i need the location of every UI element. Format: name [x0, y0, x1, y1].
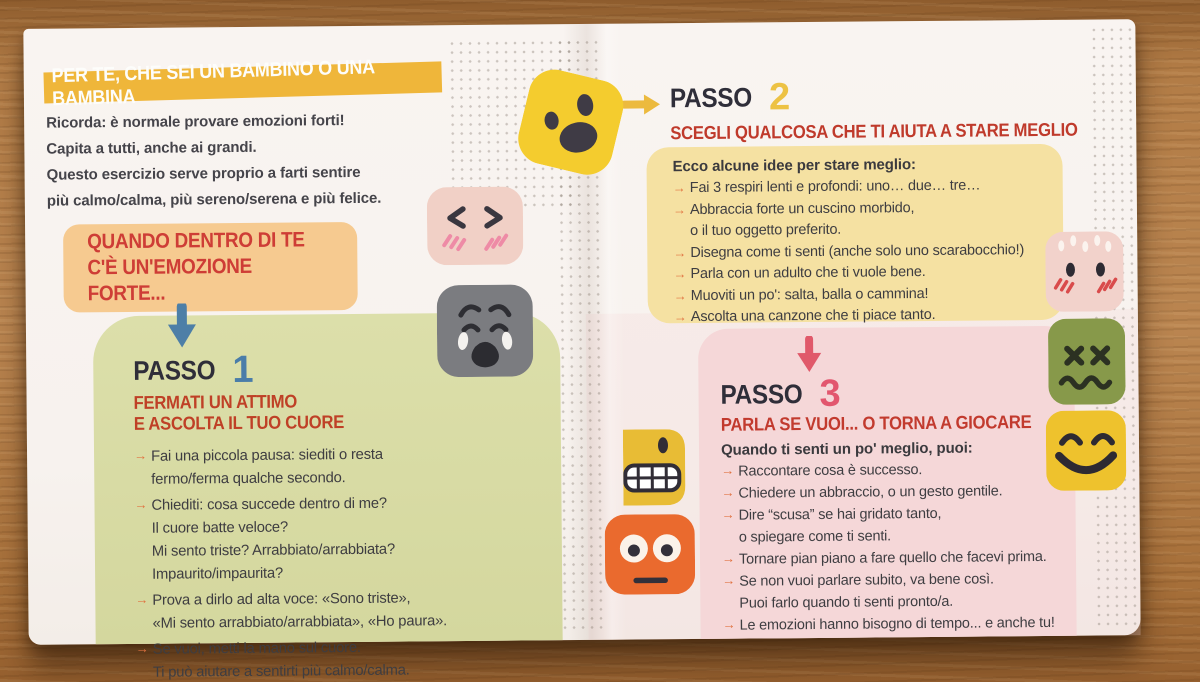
step1-list [134, 442, 539, 682]
list-item: → Dire “scusa” se hai gridato tanto, o spiegare come ti senti. [722, 502, 1068, 549]
crying-face-icon [437, 284, 534, 382]
bullet-arrow-icon: → [721, 550, 736, 566]
smiling-face-icon [1046, 410, 1127, 496]
list-item: → Tornare pian piano a fare quello che facevi prima. [722, 546, 1068, 571]
list-item: → Fai una piccola pausa: siediti o resta fermo/ferma qualche secondo. [134, 442, 537, 492]
intro-paragraph: Ricorda: è normale provare emozioni forti! Capita a tutti, anche ai grandi. Questo esercizio serve proprio a farti sentire più calmo/calma, più sereno/serena e più felice. [46, 112, 382, 210]
shocked-face-icon [605, 514, 696, 600]
step3-number: 3 [819, 372, 841, 415]
step2-number: 2 [768, 76, 791, 119]
step1-number: 1 [232, 348, 254, 392]
step1-label: PASSO [133, 355, 216, 386]
step2-panel [646, 144, 1064, 324]
step2-heading [622, 76, 791, 119]
page-title: PER TE, CHE SEI UN BAMBINO O UNA BAMBINA [51, 55, 375, 110]
list-item: → Ascolta una canzone che ti piace tanto. [674, 304, 1052, 329]
embarrassed-face-icon [427, 187, 524, 271]
bullet-arrow-icon: → [673, 287, 687, 303]
bullet-arrow-icon: → [673, 244, 687, 260]
bullet-arrow-icon: → [721, 462, 735, 478]
page-title-highlight [43, 55, 442, 110]
right-arrow-icon [622, 93, 662, 115]
bullet-arrow-icon: → [673, 309, 687, 325]
bullet-arrow-icon: → [721, 506, 735, 522]
step3-subtitle: PARLA SE VUOI... O TORNA A GIOCARE [720, 411, 1032, 435]
grimacing-face-icon [623, 429, 686, 511]
list-item: → Se non vuoi parlare subito, va bene così. Puoi farlo quando ti senti pronto/a. [722, 568, 1068, 615]
bullet-arrow-icon: → [673, 266, 687, 282]
list-item: → Prova a dirlo ad alta voce: «Sono triste», «Mi sento arrabbiato/arrabbiata», «Ho paura». [135, 586, 538, 636]
list-item: → Fai 3 respiri lenti e profondi: uno… due… tre… [673, 175, 1051, 200]
bullet-arrow-icon: → [134, 496, 148, 512]
bullet-arrow-icon: → [722, 572, 736, 588]
list-item: → Chiediti: cosa succede dentro di me? Il cuore batte veloce? Mi sento triste? Arrabbiato/arrabbiata? Impaurito/impaurita? [134, 491, 538, 587]
step3-label: PASSO [720, 379, 803, 410]
list-item: → Muoviti un po': salta, balla o cammina! [674, 282, 1052, 307]
step3-panel [698, 326, 1077, 639]
dizzy-face-icon [1048, 318, 1126, 410]
booklet-spread [23, 19, 1140, 681]
bullet-arrow-icon: → [721, 484, 735, 500]
list-item: → Le emozioni hanno bisogno di tempo... e anche tu! [722, 612, 1068, 637]
sweating-face-icon [1045, 231, 1124, 317]
list-item: → Parla con un adulto che ti vuole bene. [673, 261, 1051, 286]
bullet-arrow-icon: → [672, 180, 686, 196]
step3-lead: Quando ti senti un po' meglio, puoi: [720, 439, 973, 459]
bullet-arrow-icon: → [135, 591, 149, 607]
step2-subtitle: SCEGLI QUALCOSA CHE TI AIUTA A STARE MEGLIO [670, 118, 1078, 144]
step3-heading [720, 372, 1066, 415]
bullet-arrow-icon: → [672, 201, 686, 217]
list-item: → Se vuoi, metti la mano sul cuore. Ti può aiutare a sentirti più calmo/calma. [136, 635, 539, 682]
bullet-arrow-icon: → [133, 447, 148, 463]
bullet-arrow-icon: → [722, 616, 736, 632]
down-arrow-icon [164, 303, 200, 354]
list-item: → Raccontare cosa è successo. [721, 458, 1067, 483]
step2-label: PASSO [669, 82, 753, 114]
bullet-arrow-icon: → [135, 640, 149, 656]
step1-subtitle: FERMATI UN ATTIMO E ASCOLTA IL TUO CUORE [133, 390, 345, 434]
list-item: → Abbraccia forte un cuscino morbido, o il tuo oggetto preferito. [673, 196, 1051, 242]
list-item: → Disegna come ti senti (anche solo uno scarabocchio!) [673, 239, 1051, 264]
callout-text: QUANDO DENTRO DI TE C'È UN'EMOZIONE FORTE... [87, 228, 305, 306]
callout-bubble [63, 222, 358, 313]
step2-lead: Ecco alcune idee per stare meglio: [672, 156, 917, 176]
list-item: → Chiedere un abbraccio, o un gesto gentile. [721, 480, 1067, 505]
